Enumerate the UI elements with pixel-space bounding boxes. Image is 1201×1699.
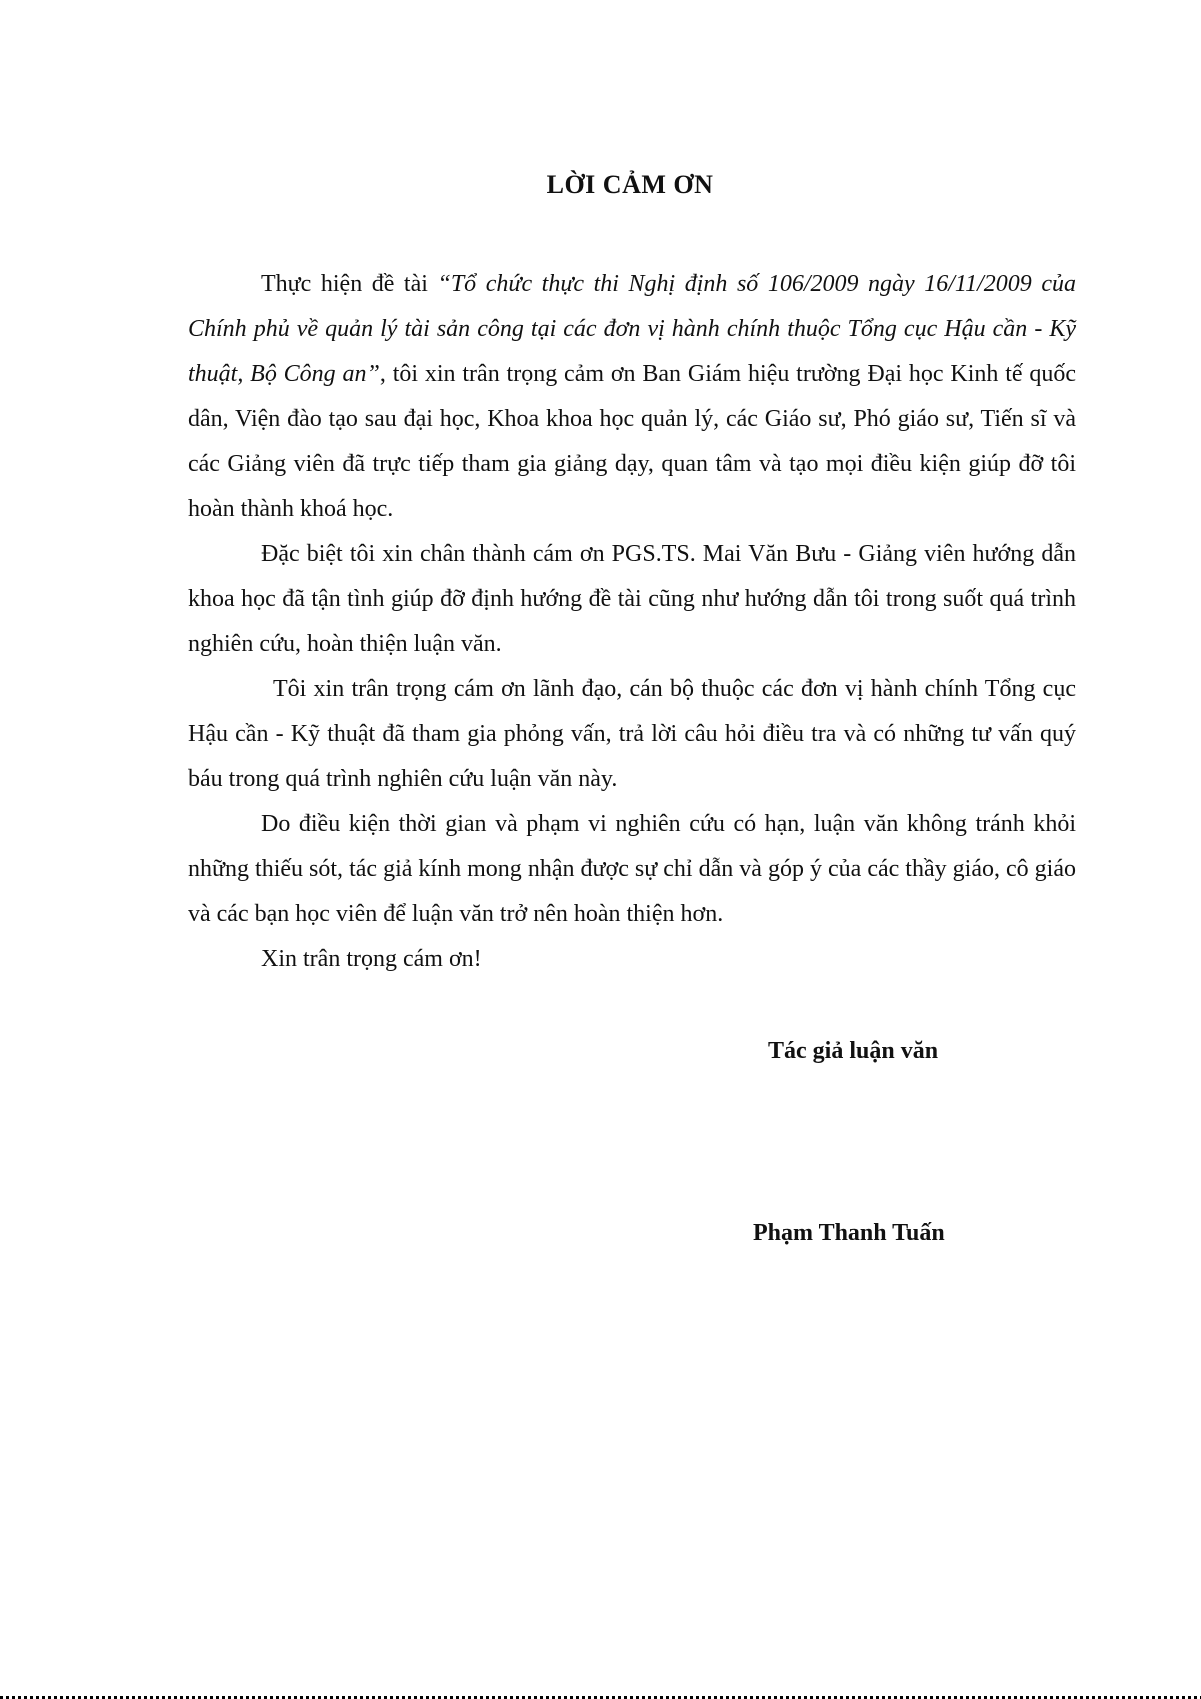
author-label: Tác giả luận văn xyxy=(768,1038,939,1064)
paragraph-1 xyxy=(188,262,1076,532)
author-name: Phạm Thanh Tuấn xyxy=(753,1220,945,1246)
paragraph-2: Đặc biệt tôi xin chân thành cám ơn PGS.TS. Mai Văn Bưu - Giảng viên hướng dẫn khoa học đã tận tình giúp đỡ định hướng đề tài cũng như hướng dẫn tôi trong suốt quá trình nghiên cứu, hoàn thiện luận văn. xyxy=(188,541,1076,657)
paragraph-4: Do điều kiện thời gian và phạm vi nghiên cứu có hạn, luận văn không tránh khỏi những thiếu sót, tác giả kính mong nhận được sự chỉ dẫn và góp ý của các thầy giáo, cô giáo và các bạn học viên để luận văn trở nên hoàn thiện hơn. xyxy=(188,811,1076,927)
paragraph-3: Tôi xin trân trọng cám ơn lãnh đạo, cán bộ thuộc các đơn vị hành chính Tổng cục Hậu cần - Kỹ thuật đã tham gia phỏng vấn, trả lời câu hỏi điều tra và có những tư vấn quý báu trong quá trình nghiên cứu luận văn này. xyxy=(188,676,1076,792)
paragraph-1-prefix: Thực hiện đề tài xyxy=(261,271,438,297)
paragraph-1-suffix: , tôi xin trân trọng cảm ơn Ban Giám hiệu trường Đại học Kinh tế quốc dân, Viện đào tạo sau đại học, Khoa khoa học quản lý, các Giáo sư, Phó giáo sư, Tiến sĩ và các Giảng viên đã trực tiếp tham gia giảng dạy, quan tâm và tạo mọi điều kiện giúp đỡ tôi hoàn thành khoá học. xyxy=(188,361,1077,522)
acknowledgement-body xyxy=(188,262,1076,982)
thesis-topic-title: “Tổ chức thực thi Nghị định số 106/2009 ngày 16/11/2009 của Chính phủ về quản lý tài sản công tại các đơn vị hành chính thuộc Tổng cục Hậu cần - Kỹ thuật, Bộ Công an” xyxy=(188,271,1077,387)
paragraph-5: Xin trân trọng cám ơn! xyxy=(261,946,482,972)
page-title: LỜI CẢM ƠN xyxy=(546,170,714,199)
